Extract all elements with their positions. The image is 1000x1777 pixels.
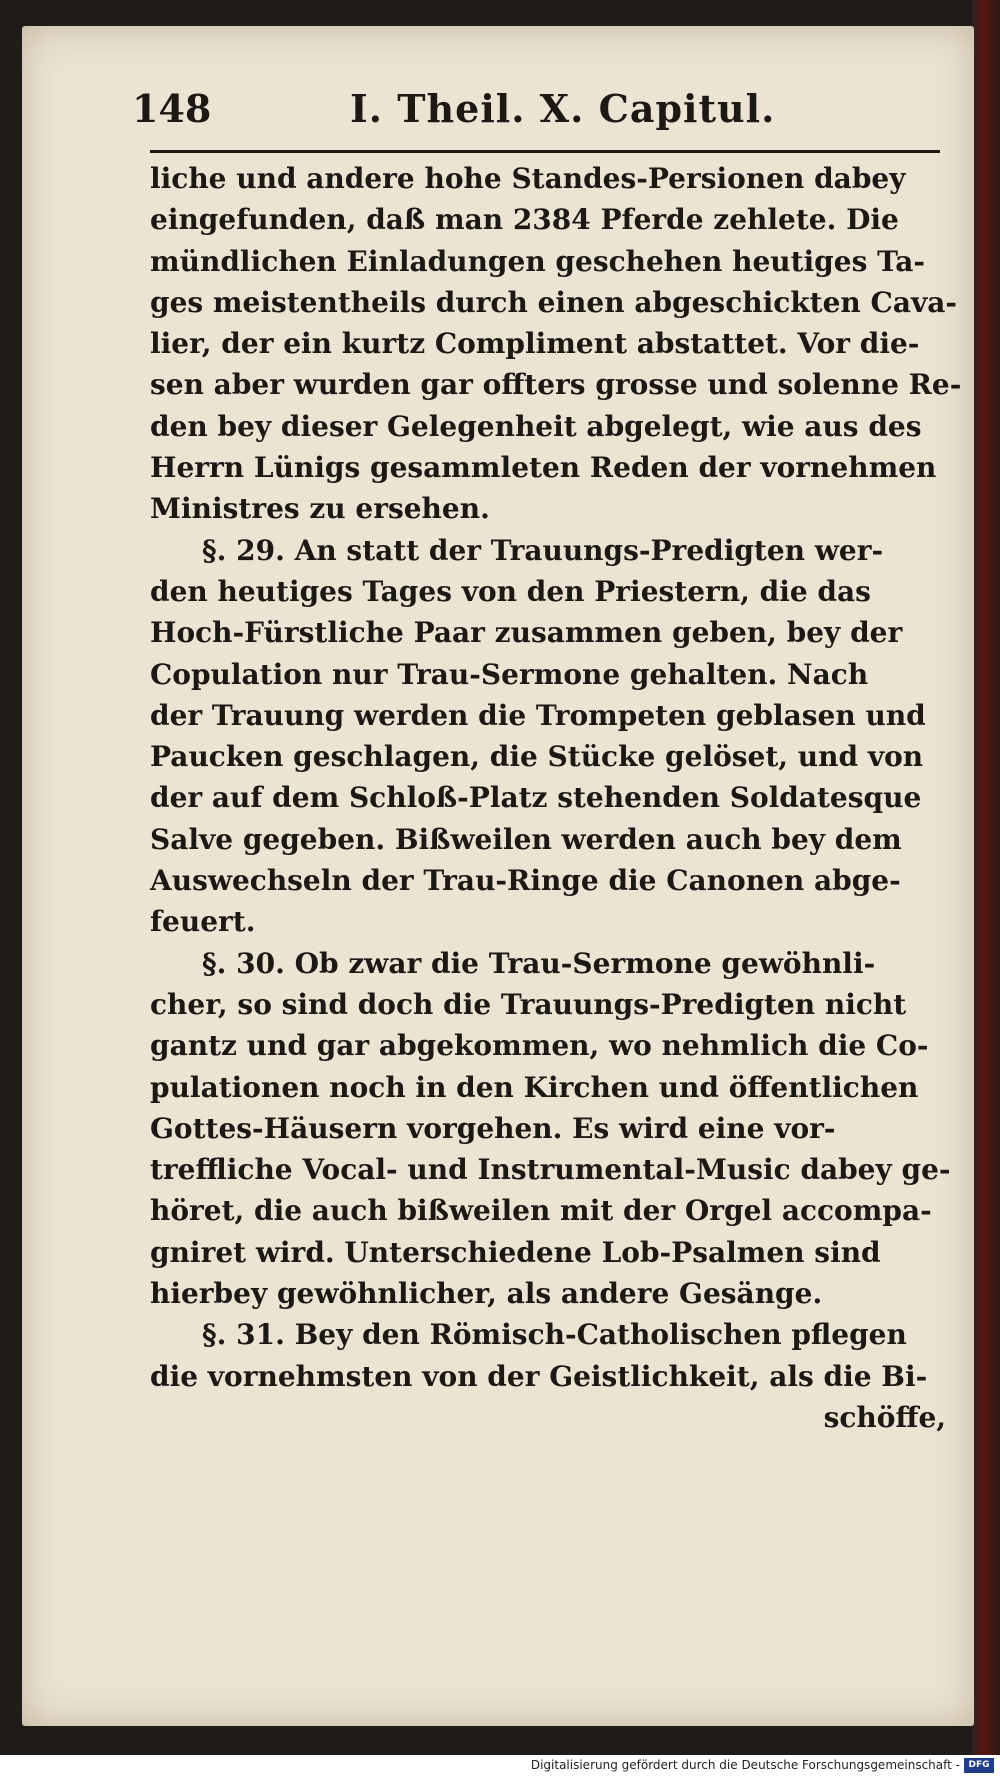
paragraph-start-30: §. 30. Ob zwar die Trau-Sermone gewöhnli- [202, 946, 876, 980]
text-line: lier, der ein kurtz Compliment abstattet. Vor die- [150, 327, 920, 361]
text-line: Gottes-Häusern vorgehen. Es wird eine vor- [150, 1111, 836, 1145]
dfg-logo: DFG [964, 1758, 994, 1773]
text-line: den bey dieser Gelegenheit abgelegt, wie aus des [150, 409, 922, 443]
text-line: Auswechseln der Trau-Ringe die Canonen abge- [150, 864, 901, 898]
text-line: treffliche Vocal- und Instrumental-Music dabey ge- [150, 1153, 951, 1187]
text-line: Hoch-Fürstliche Paar zusammen geben, bey der [150, 616, 903, 650]
text-line: gniret wird. Unterschiedene Lob-Psalmen sind [150, 1235, 881, 1269]
text-line: hierbey gewöhnlicher, als andere Gesänge. [150, 1277, 823, 1311]
text-line: gantz und gar abgekommen, wo nehmlich die Co- [150, 1029, 929, 1063]
text-line: mündlichen Einladungen geschehen heutiges Ta- [150, 244, 926, 278]
text-line: liche und andere hohe Standes-Persionen dabey [150, 162, 906, 195]
digitization-footer [0, 1755, 1000, 1777]
scan-edge [972, 0, 1000, 1777]
text-line: die vornehmsten von der Geistlichkeit, als die Bi- [150, 1359, 928, 1393]
paragraph-start-29: §. 29. An statt der Trauungs-Predigten wer- [202, 533, 884, 567]
text-line: höret, die auch bißweilen mit der Orgel accompa- [150, 1194, 932, 1228]
text-line: feuert. [150, 905, 256, 939]
text-line: cher, so sind doch die Trauungs-Predigten nicht [150, 987, 907, 1021]
paragraph-start-31: §. 31. Bey den Römisch-Catholischen pflegen [202, 1318, 907, 1352]
text-line: pulationen noch in den Kirchen und öffentlichen [150, 1070, 919, 1104]
text-line: den heutiges Tages von den Priestern, die das [150, 574, 871, 608]
funding-credit: Digitalisierung gefördert durch die Deutsche Forschungsgemeinschaft - [530, 1758, 960, 1772]
page-number: 148 [132, 86, 212, 131]
text-line: Copulation nur Trau-Sermone gehalten. Nach [150, 657, 869, 691]
running-head: I. Theil. X. Capitul. [350, 86, 776, 131]
text-line: Salve gegeben. Bißweilen werden auch bey dem [150, 822, 902, 856]
text-line: der Trauung werden die Trompeten geblasen und [150, 698, 926, 732]
catchword: schöffe, [823, 1400, 946, 1434]
text-line: Ministres zu ersehen. [150, 492, 490, 526]
text-line: Herrn Lünigs gesammleten Reden der vornehmen [150, 451, 937, 485]
text-line: sen aber wurden gar offters grosse und solenne Re- [150, 368, 962, 402]
page-header [110, 86, 950, 148]
text-line: Paucken geschlagen, die Stücke gelöset, und von [150, 740, 924, 774]
text-line: der auf dem Schloß-Platz stehenden Soldatesque [150, 781, 922, 815]
text-line: eingefunden, daß man 2384 Pferde zehlete. Die [150, 203, 899, 237]
text-line: ges meistentheils durch einen abgeschickten Cava- [150, 285, 957, 319]
header-rule [150, 150, 940, 153]
body-text [150, 158, 962, 1438]
